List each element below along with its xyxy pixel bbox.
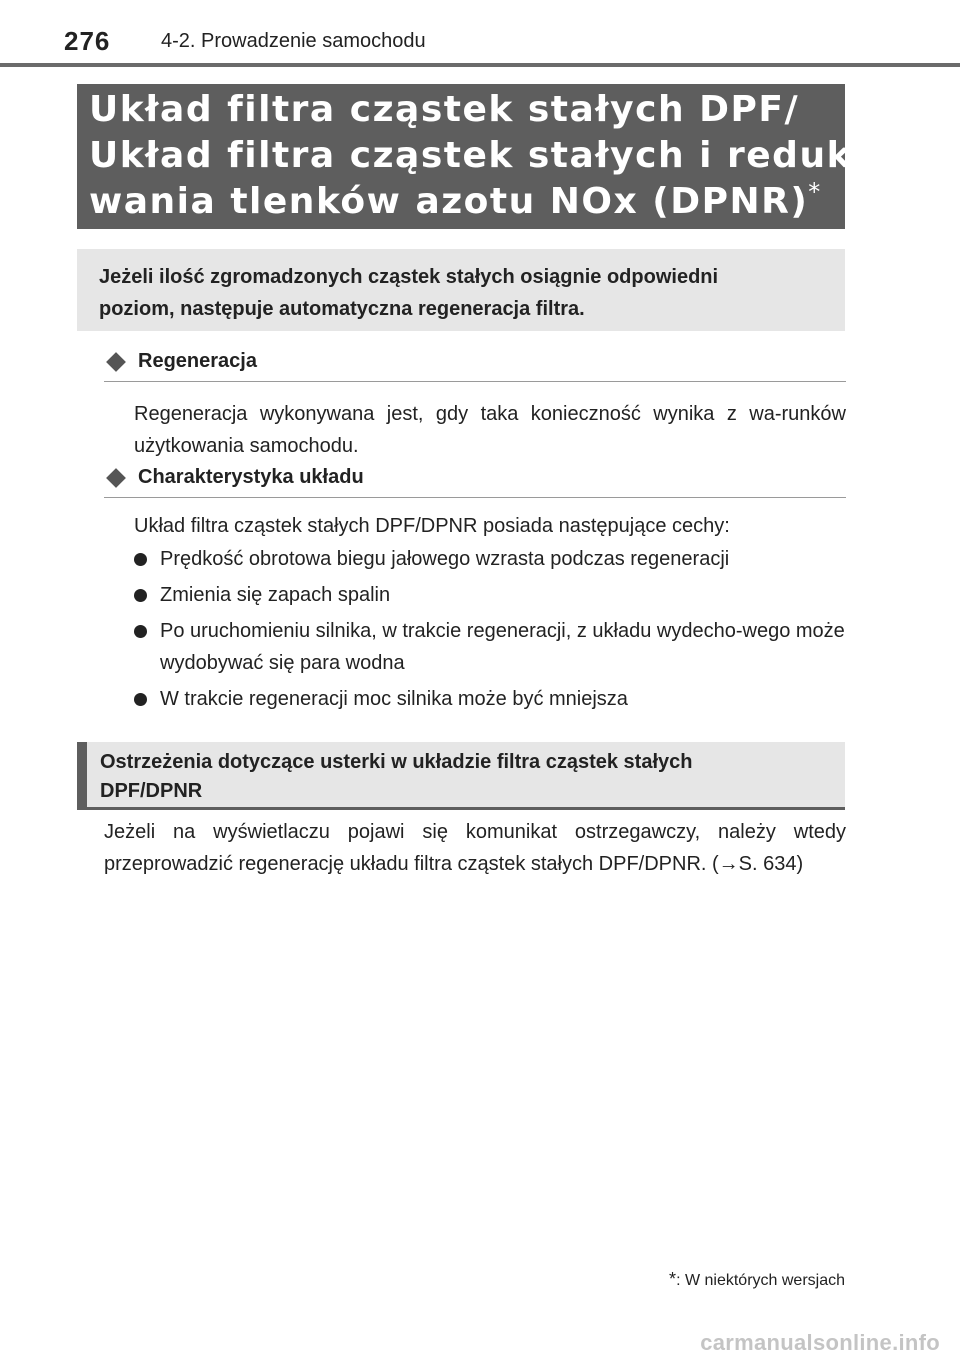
warning-heading-line-1: Ostrzeżenia dotyczące usterki w układzie filtra cząstek stałych: [100, 751, 693, 773]
bullet-dot-icon: [134, 625, 147, 638]
bullet-dot-icon: [134, 693, 147, 706]
warning-heading-line-2: DPF/DPNR: [100, 780, 203, 802]
intro-summary-box: [77, 249, 845, 331]
regeneration-text: Regeneracja wykonywana jest, gdy taka konieczność wynika z wa-runków użytkowania samochodu.: [134, 403, 846, 457]
footnote: [669, 1269, 845, 1290]
footnote-asterisk-icon: *: [808, 178, 822, 206]
list-item-text: W trakcie regeneracji moc silnika może być mniejsza: [160, 688, 628, 710]
watermark: carmanualsonline.info: [700, 1330, 940, 1355]
warning-heading-box: [77, 742, 845, 810]
list-item-text: Zmienia się zapach spalin: [160, 584, 391, 606]
footnote-asterisk-icon: *: [669, 1269, 677, 1289]
list-item: [134, 683, 846, 715]
list-item-text: Po uruchomieniu silnika, w trakcie regeneracji, z układu wydecho-wego może wydobywać się para wodna: [160, 620, 845, 674]
chapter-title-line-3: [89, 179, 833, 225]
regeneration-heading: [104, 350, 846, 382]
header-divider: [0, 63, 960, 67]
list-item-text: Prędkość obrotowa biegu jałowego wzrasta podczas regeneracji: [160, 548, 730, 570]
list-item: [134, 615, 846, 679]
bullet-dot-icon: [134, 553, 147, 566]
page-number: 276: [64, 26, 111, 56]
section-title: 4-2. Prowadzenie samochodu: [161, 30, 426, 52]
regeneration-heading-text: Regeneracja: [138, 350, 257, 372]
footnote-text: : W niektórych wersjach: [676, 1272, 845, 1289]
chapter-title-line-1: Układ filtra cząstek stałych DPF/: [89, 89, 800, 130]
features-heading: [104, 466, 846, 498]
list-item: [134, 579, 846, 611]
list-item: [134, 543, 846, 575]
warning-text: Jeżeli na wyświetlaczu pojawi się komunikat ostrzegawczy, należy wtedy przeprowadzić regenerację układu filtra cząstek stałych DPF/DPNR. (→S. 634): [104, 821, 846, 875]
intro-line-2: poziom, następuje automatyczna regeneracja filtra.: [99, 298, 585, 320]
bullet-dot-icon: [134, 589, 147, 602]
chapter-title-line-3-text: wania tlenków azotu NOx (DPNR): [89, 181, 809, 222]
page-header: [0, 0, 960, 64]
features-heading-text: Charakterystyka układu: [138, 466, 364, 488]
chapter-title-box: [77, 84, 894, 229]
features-lead: Układ filtra cząstek stałych DPF/DPNR posiada następujące cechy:: [134, 515, 730, 537]
chapter-title-line-2: Układ filtra cząstek stałych i reduko-: [89, 135, 894, 176]
diamond-bullet-icon: [106, 352, 126, 372]
intro-line-1: Jeżeli ilość zgromadzonych cząstek stałych osiągnie odpowiedni: [99, 266, 719, 288]
diamond-bullet-icon: [106, 468, 126, 488]
